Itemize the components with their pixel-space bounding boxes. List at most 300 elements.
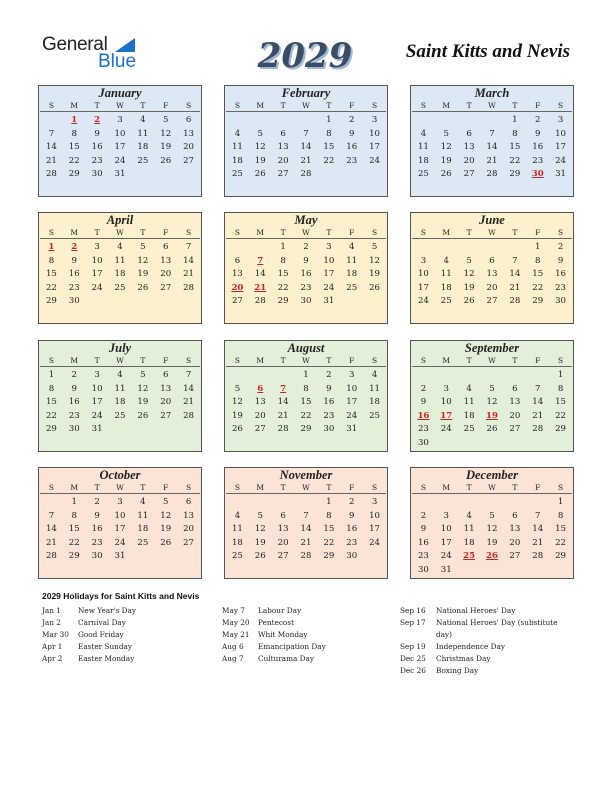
day-cell: 14	[45, 524, 57, 535]
weekday-label: F	[349, 356, 355, 365]
day-cell: 28	[254, 296, 266, 307]
day-cell: 5	[257, 128, 263, 139]
day-cell: 14	[183, 255, 195, 266]
day-cell: 19	[254, 537, 266, 548]
empty-cell	[412, 114, 435, 128]
day-cell: 25	[417, 169, 429, 180]
day-cell: 7	[185, 242, 192, 252]
weekday-label: T	[326, 356, 332, 365]
month-name: November	[279, 468, 333, 482]
day-cell: 1	[512, 115, 518, 125]
day-cell: 28	[183, 282, 195, 293]
day-cell: 22	[532, 282, 544, 293]
holiday-day-cell: 17	[440, 410, 453, 421]
day-cell: 31	[555, 169, 567, 180]
day-cell: 7	[489, 128, 495, 139]
day-cell: 24	[369, 155, 381, 166]
month-name: July	[108, 341, 132, 355]
day-cell: 15	[68, 524, 80, 535]
day-cell: 11	[137, 128, 149, 139]
day-cell: 31	[346, 424, 358, 435]
weekday-header	[412, 355, 572, 367]
day-cell: 24	[323, 282, 335, 293]
weekday-label: F	[535, 356, 541, 365]
weekday-label: T	[466, 483, 472, 492]
weekday-label: T	[140, 101, 146, 110]
empty-cell	[295, 496, 318, 510]
weekday-label: S	[558, 101, 564, 110]
day-cell: 19	[231, 410, 243, 421]
day-cell: 4	[117, 370, 123, 380]
day-cell: 23	[300, 282, 312, 293]
day-cell: 13	[231, 269, 243, 280]
day-cell: 8	[326, 128, 332, 139]
holiday-row	[42, 629, 192, 641]
weekday-label: M	[70, 228, 79, 237]
day-cell: 19	[440, 155, 452, 166]
day-cell: 18	[417, 155, 429, 166]
weekday-label: T	[326, 483, 332, 492]
day-cell: 12	[254, 524, 266, 535]
day-cell: 18	[463, 410, 475, 421]
day-cell: 16	[323, 397, 335, 408]
weekday-label: W	[488, 228, 496, 237]
day-cell: 17	[440, 537, 452, 548]
weekday-label: T	[280, 228, 286, 237]
month-january	[38, 85, 202, 197]
day-cell: 28	[277, 424, 289, 435]
empty-cell	[435, 496, 458, 510]
holiday-row	[42, 653, 192, 665]
day-cell: 23	[417, 424, 429, 435]
holiday-date: Dec 26	[400, 666, 426, 675]
day-cell: 7	[512, 255, 518, 266]
weekday-label: M	[256, 228, 265, 237]
day-cell: 23	[417, 551, 429, 562]
day-cell: 13	[277, 142, 289, 153]
day-cell: 17	[91, 269, 103, 280]
day-cell: 9	[303, 255, 309, 266]
day-cell: 11	[463, 524, 475, 535]
holiday-row	[222, 605, 372, 617]
day-cell: 8	[48, 255, 55, 266]
day-cell: 29	[68, 169, 80, 180]
day-cell: 30	[417, 437, 429, 448]
day-cell: 20	[183, 142, 195, 153]
day-cell: 21	[532, 410, 544, 421]
day-cell: 20	[277, 155, 289, 166]
day-cell: 30	[417, 564, 429, 575]
day-cell: 21	[183, 397, 195, 408]
day-cell: 11	[417, 142, 429, 153]
weekday-label: T	[512, 101, 518, 110]
day-cell: 19	[486, 537, 498, 548]
holiday-row	[42, 641, 192, 653]
day-cell: 25	[369, 410, 381, 421]
day-cell: 6	[185, 115, 192, 125]
day-cell: 5	[140, 370, 146, 380]
empty-cell	[526, 496, 549, 510]
brand-logo	[42, 34, 142, 74]
day-cell: 4	[234, 510, 241, 521]
day-cell: 28	[532, 551, 544, 562]
weekday-label: M	[442, 483, 451, 492]
day-cell: 8	[534, 255, 541, 266]
day-grid	[225, 367, 387, 437]
empty-cell	[503, 369, 526, 383]
empty-cell	[249, 369, 272, 383]
day-cell: 29	[532, 296, 544, 307]
day-cell: 5	[371, 242, 378, 252]
day-cell: 26	[137, 410, 149, 421]
empty-cell	[481, 369, 504, 383]
day-cell: 13	[277, 524, 289, 535]
empty-cell	[458, 114, 481, 128]
day-cell: 5	[489, 383, 495, 394]
day-cell: 22	[68, 155, 80, 166]
day-cell: 18	[114, 397, 126, 408]
holiday-day-cell: 16	[417, 410, 430, 421]
day-cell: 22	[323, 537, 335, 548]
day-cell: 17	[417, 282, 429, 293]
day-cell: 12	[231, 397, 243, 408]
day-cell: 19	[137, 397, 149, 408]
day-cell: 2	[348, 497, 355, 507]
holiday-date: Dec 25	[400, 654, 426, 663]
holiday-day-cell: 25	[463, 551, 476, 562]
empty-cell	[481, 496, 504, 510]
day-cell: 3	[371, 497, 378, 507]
day-cell: 13	[183, 510, 195, 521]
weekday-label: W	[302, 356, 310, 365]
day-cell: 15	[323, 142, 335, 153]
weekday-label: S	[372, 101, 378, 110]
day-cell: 10	[555, 128, 567, 139]
holiday-name: Carnival Day	[78, 618, 126, 627]
day-cell: 4	[466, 383, 472, 394]
month-name: February	[281, 86, 331, 100]
day-cell: 26	[369, 282, 381, 293]
day-grid	[39, 367, 201, 437]
day-cell: 4	[371, 370, 378, 380]
day-cell: 6	[162, 242, 169, 252]
weekday-label: M	[442, 228, 451, 237]
day-cell: 30	[323, 424, 335, 435]
empty-cell	[526, 369, 549, 383]
weekday-label: T	[512, 483, 518, 492]
weekday-header	[412, 227, 572, 239]
day-grid	[39, 112, 201, 182]
weekday-label: T	[280, 483, 286, 492]
weekday-label: S	[372, 483, 378, 492]
day-cell: 21	[183, 269, 195, 280]
day-cell: 28	[300, 551, 312, 562]
month-june	[410, 212, 574, 324]
day-cell: 26	[160, 537, 172, 548]
day-cell: 25	[463, 424, 475, 435]
day-cell: 25	[137, 537, 149, 548]
weekday-label: T	[94, 356, 100, 365]
holiday-date: Aug 6	[222, 642, 244, 651]
weekday-label: T	[94, 483, 100, 492]
day-cell: 1	[280, 242, 286, 252]
day-cell: 16	[91, 524, 103, 535]
weekday-label: S	[234, 228, 240, 237]
day-cell: 10	[346, 383, 358, 394]
day-cell: 24	[440, 551, 452, 562]
day-cell: 13	[254, 397, 266, 408]
day-cell: 11	[114, 255, 126, 266]
day-cell: 31	[114, 551, 126, 562]
day-cell: 30	[300, 296, 312, 307]
day-cell: 24	[91, 410, 103, 421]
day-cell: 16	[555, 269, 567, 280]
weekday-label: S	[372, 356, 378, 365]
day-cell: 9	[420, 524, 427, 535]
day-cell: 12	[463, 269, 475, 280]
holiday-name: Christmas Day	[436, 654, 491, 663]
holiday-name: Easter Monday	[78, 654, 135, 663]
day-cell: 9	[557, 255, 564, 266]
day-cell: 29	[300, 424, 312, 435]
weekday-label: S	[234, 356, 240, 365]
weekday-label: W	[116, 101, 124, 110]
holiday-name: Boxing Day	[436, 666, 479, 675]
day-cell: 1	[534, 242, 541, 252]
month-name: May	[294, 213, 318, 227]
day-cell: 2	[557, 242, 564, 252]
weekday-label: T	[512, 356, 518, 365]
day-cell: 19	[254, 155, 266, 166]
weekday-label: W	[116, 483, 124, 492]
day-cell: 11	[231, 142, 243, 153]
day-cell: 11	[346, 255, 358, 266]
weekday-label: S	[420, 356, 426, 365]
month-february	[224, 85, 388, 197]
day-grid	[225, 112, 387, 182]
day-cell: 4	[348, 242, 355, 252]
day-cell: 12	[440, 142, 452, 153]
day-cell: 5	[257, 510, 263, 521]
day-cell: 8	[48, 383, 55, 394]
weekday-header	[40, 355, 200, 367]
day-cell: 30	[68, 296, 80, 307]
weekday-label: S	[420, 483, 426, 492]
day-cell: 7	[185, 370, 192, 380]
holiday-row	[400, 641, 572, 653]
day-cell: 5	[234, 383, 241, 394]
weekday-label: T	[466, 101, 472, 110]
day-cell: 21	[509, 282, 521, 293]
holiday-day-cell: 30	[531, 169, 544, 180]
empty-cell	[435, 369, 458, 383]
day-cell: 27	[509, 551, 521, 562]
day-cell: 16	[300, 269, 312, 280]
day-cell: 29	[555, 551, 567, 562]
weekday-label: T	[280, 101, 286, 110]
day-cell: 22	[323, 155, 335, 166]
month-october	[38, 467, 202, 579]
day-cell: 1	[48, 370, 55, 380]
day-cell: 25	[114, 282, 126, 293]
day-cell: 23	[323, 410, 335, 421]
day-cell: 8	[303, 383, 309, 394]
weekday-label: M	[256, 356, 265, 365]
day-cell: 11	[114, 383, 126, 394]
empty-cell	[458, 496, 481, 510]
day-cell: 30	[555, 296, 567, 307]
day-cell: 9	[326, 383, 332, 394]
day-cell: 18	[231, 537, 243, 548]
day-cell: 18	[346, 269, 358, 280]
day-cell: 31	[114, 169, 126, 180]
weekday-label: W	[302, 228, 310, 237]
day-cell: 23	[555, 282, 567, 293]
day-cell: 27	[254, 424, 266, 435]
weekday-label: T	[280, 356, 286, 365]
day-cell: 28	[45, 169, 57, 180]
day-cell: 27	[160, 282, 172, 293]
weekday-label: W	[116, 356, 124, 365]
day-cell: 1	[557, 370, 564, 380]
day-cell: 2	[534, 115, 541, 125]
day-cell: 2	[71, 370, 77, 380]
day-grid	[411, 112, 573, 182]
day-cell: 3	[94, 242, 100, 252]
weekday-label: M	[256, 483, 265, 492]
holiday-name: Whit Monday	[258, 630, 308, 639]
day-cell: 7	[48, 510, 55, 521]
weekday-label: S	[234, 101, 240, 110]
weekday-label: M	[256, 101, 265, 110]
day-cell: 20	[160, 269, 172, 280]
weekday-label: S	[48, 228, 54, 237]
month-may	[224, 212, 388, 324]
weekday-header	[40, 100, 200, 112]
day-cell: 26	[254, 169, 266, 180]
day-cell: 14	[532, 524, 544, 535]
day-cell: 5	[489, 510, 495, 521]
day-cell: 24	[114, 155, 126, 166]
day-cell: 29	[68, 551, 80, 562]
day-cell: 25	[137, 155, 149, 166]
empty-cell	[272, 114, 295, 128]
day-cell: 26	[137, 282, 149, 293]
day-cell: 14	[45, 142, 57, 153]
day-cell: 10	[323, 255, 335, 266]
day-cell: 17	[555, 142, 567, 153]
month-name: August	[287, 341, 325, 355]
holiday-date: May 21	[222, 630, 250, 639]
day-cell: 18	[440, 282, 452, 293]
day-cell: 3	[117, 497, 123, 507]
day-cell: 2	[420, 383, 427, 394]
day-cell: 8	[71, 510, 77, 521]
month-march	[410, 85, 574, 197]
empty-cell	[458, 241, 481, 255]
day-cell: 23	[91, 537, 103, 548]
day-cell: 2	[94, 497, 100, 507]
day-cell: 10	[91, 383, 103, 394]
month-name: March	[474, 86, 510, 100]
weekday-label: W	[488, 356, 496, 365]
holiday-day-cell: 20	[231, 282, 244, 293]
day-cell: 28	[45, 551, 57, 562]
day-cell: 6	[280, 510, 286, 521]
day-cell: 27	[231, 296, 243, 307]
day-cell: 7	[303, 128, 309, 139]
day-cell: 3	[443, 383, 449, 394]
day-cell: 10	[114, 510, 126, 521]
day-cell: 14	[254, 269, 266, 280]
day-cell: 6	[466, 128, 472, 139]
holiday-row	[42, 605, 192, 617]
empty-cell	[481, 241, 504, 255]
weekday-header	[40, 482, 200, 494]
holiday-row	[400, 653, 572, 665]
holiday-row	[42, 617, 192, 629]
day-cell: 8	[557, 510, 564, 521]
weekday-label: S	[558, 356, 564, 365]
day-cell: 26	[160, 155, 172, 166]
weekday-label: F	[349, 101, 355, 110]
weekday-label: M	[70, 356, 79, 365]
day-cell: 25	[231, 551, 243, 562]
holiday-date: May 7	[222, 606, 245, 615]
holiday-day-cell: 1	[48, 242, 55, 252]
weekday-label: S	[420, 101, 426, 110]
day-cell: 9	[71, 383, 77, 394]
holiday-date: May 20	[222, 618, 250, 627]
empty-cell	[249, 241, 272, 255]
holiday-row	[400, 665, 572, 677]
day-grid	[39, 494, 201, 564]
day-cell: 31	[91, 424, 103, 435]
empty-cell	[458, 369, 481, 383]
day-cell: 24	[440, 424, 452, 435]
day-cell: 16	[346, 142, 358, 153]
holiday-day-cell: 21	[254, 282, 267, 293]
weekday-label: S	[48, 356, 54, 365]
day-cell: 12	[486, 397, 498, 408]
day-cell: 10	[440, 524, 452, 535]
day-cell: 18	[463, 537, 475, 548]
day-cell: 26	[254, 551, 266, 562]
weekday-label: S	[186, 483, 192, 492]
empty-cell	[40, 496, 63, 510]
day-cell: 25	[440, 296, 452, 307]
day-cell: 21	[486, 155, 498, 166]
day-cell: 15	[509, 142, 521, 153]
day-cell: 14	[300, 142, 312, 153]
empty-cell	[481, 114, 504, 128]
day-cell: 13	[463, 142, 475, 153]
day-cell: 30	[68, 424, 80, 435]
weekday-label: F	[163, 101, 169, 110]
day-cell: 23	[91, 155, 103, 166]
day-cell: 6	[512, 383, 518, 394]
holiday-row	[400, 605, 572, 617]
day-cell: 12	[254, 142, 266, 153]
month-july	[38, 340, 202, 452]
day-cell: 17	[323, 269, 335, 280]
day-cell: 8	[512, 128, 518, 139]
day-cell: 20	[486, 282, 498, 293]
weekday-label: S	[420, 228, 426, 237]
empty-cell	[226, 496, 249, 510]
holiday-column	[42, 605, 192, 665]
weekday-label: S	[558, 483, 564, 492]
